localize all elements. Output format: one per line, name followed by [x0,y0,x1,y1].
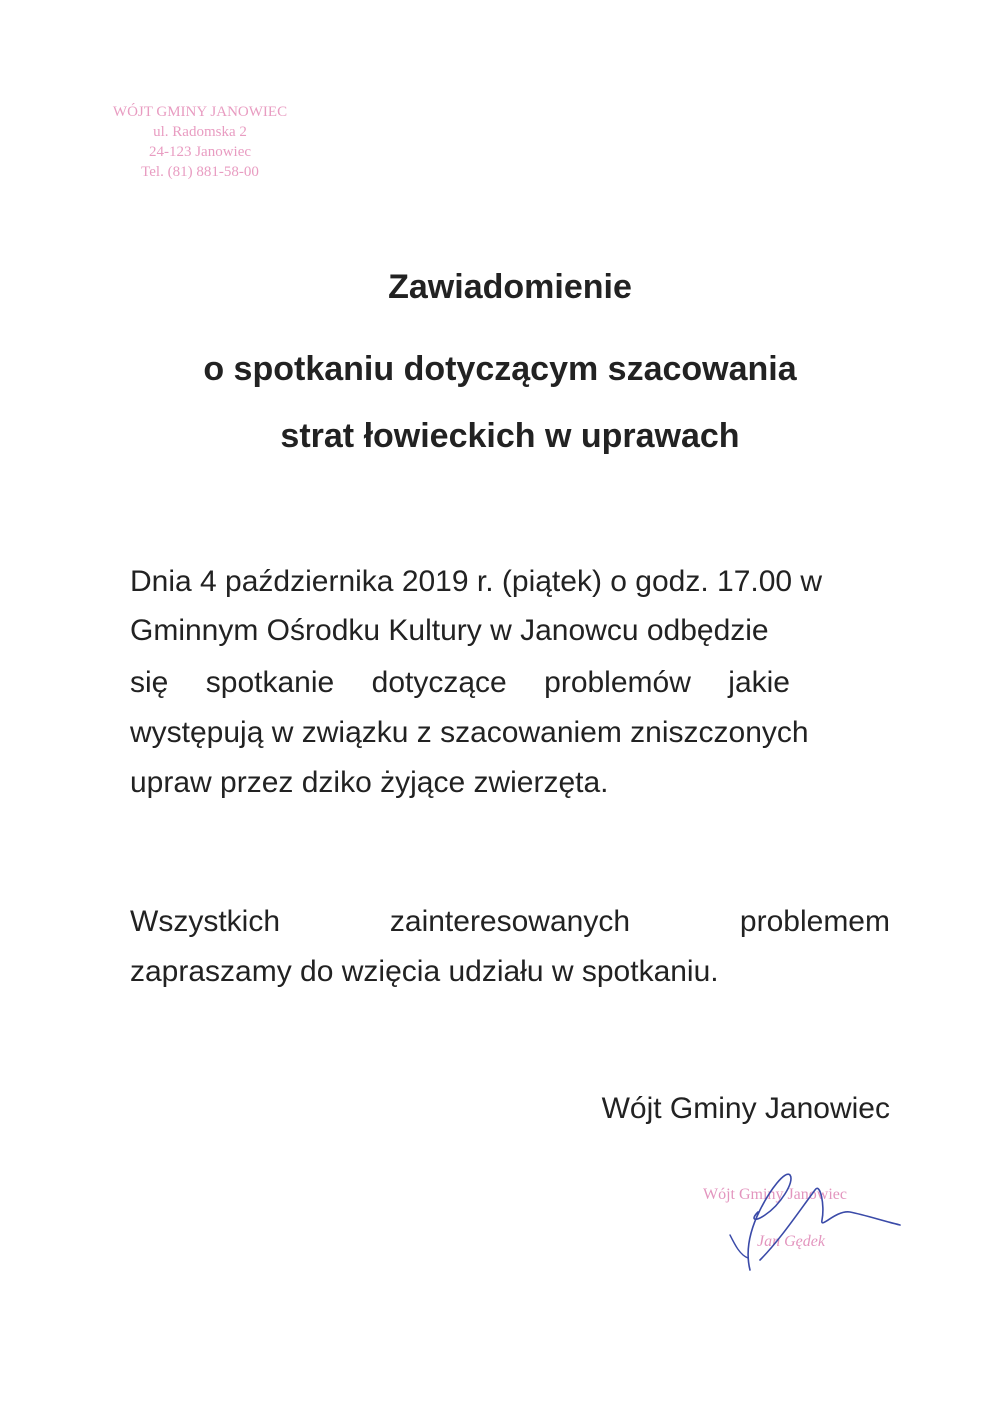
word: się [130,666,169,699]
word: problemów [544,666,691,699]
document-title: Zawiadomienie [388,268,632,306]
signature-stamp-office: Wójt Gminy Janowiec [703,1186,847,1203]
paragraph1-line5: upraw przez dziko żyjące zwierzęta. [130,766,609,799]
handwritten-signature [690,1150,910,1280]
document-subtitle-line1: o spotkaniu dotyczącym szacowania [203,350,797,388]
paragraph1-line4: występują w związku z szacowaniem zniszczonych [130,716,809,749]
signatory-title: Wójt Gminy Janowiec [601,1092,890,1125]
stamp-line-street: ul. Radomska 2 [153,124,247,140]
paragraph2-line1 [130,905,890,939]
paragraph1-line3 [130,666,790,700]
word: zainteresowanych [389,905,631,938]
paragraph1-line2: Gminnym Ośrodku Kultury w Janowcu odbędzie [130,614,769,647]
paragraph2-line2: zapraszamy do wzięcia udziału w spotkaniu. [130,955,719,988]
word: jakie [728,666,790,699]
stamp-line-phone: Tel. (81) 881-58-00 [141,164,259,180]
word: dotyczące [371,666,507,699]
signature-stamp-name: Jan Gędek [757,1233,825,1250]
stamp-line-postcode: 24-123 Janowiec [148,144,252,160]
document-subtitle-line2: strat łowieckich w uprawach [280,417,740,455]
word: spotkanie [205,666,335,699]
office-stamp [80,102,320,182]
word: problemem [739,905,890,938]
stamp-line-office: WÓJT GMINY JANOWIEC [112,104,288,120]
word: Wszystkich [130,905,280,938]
paragraph1-line1: Dnia 4 października 2019 r. (piątek) o godz. 17.00 w [130,565,823,598]
